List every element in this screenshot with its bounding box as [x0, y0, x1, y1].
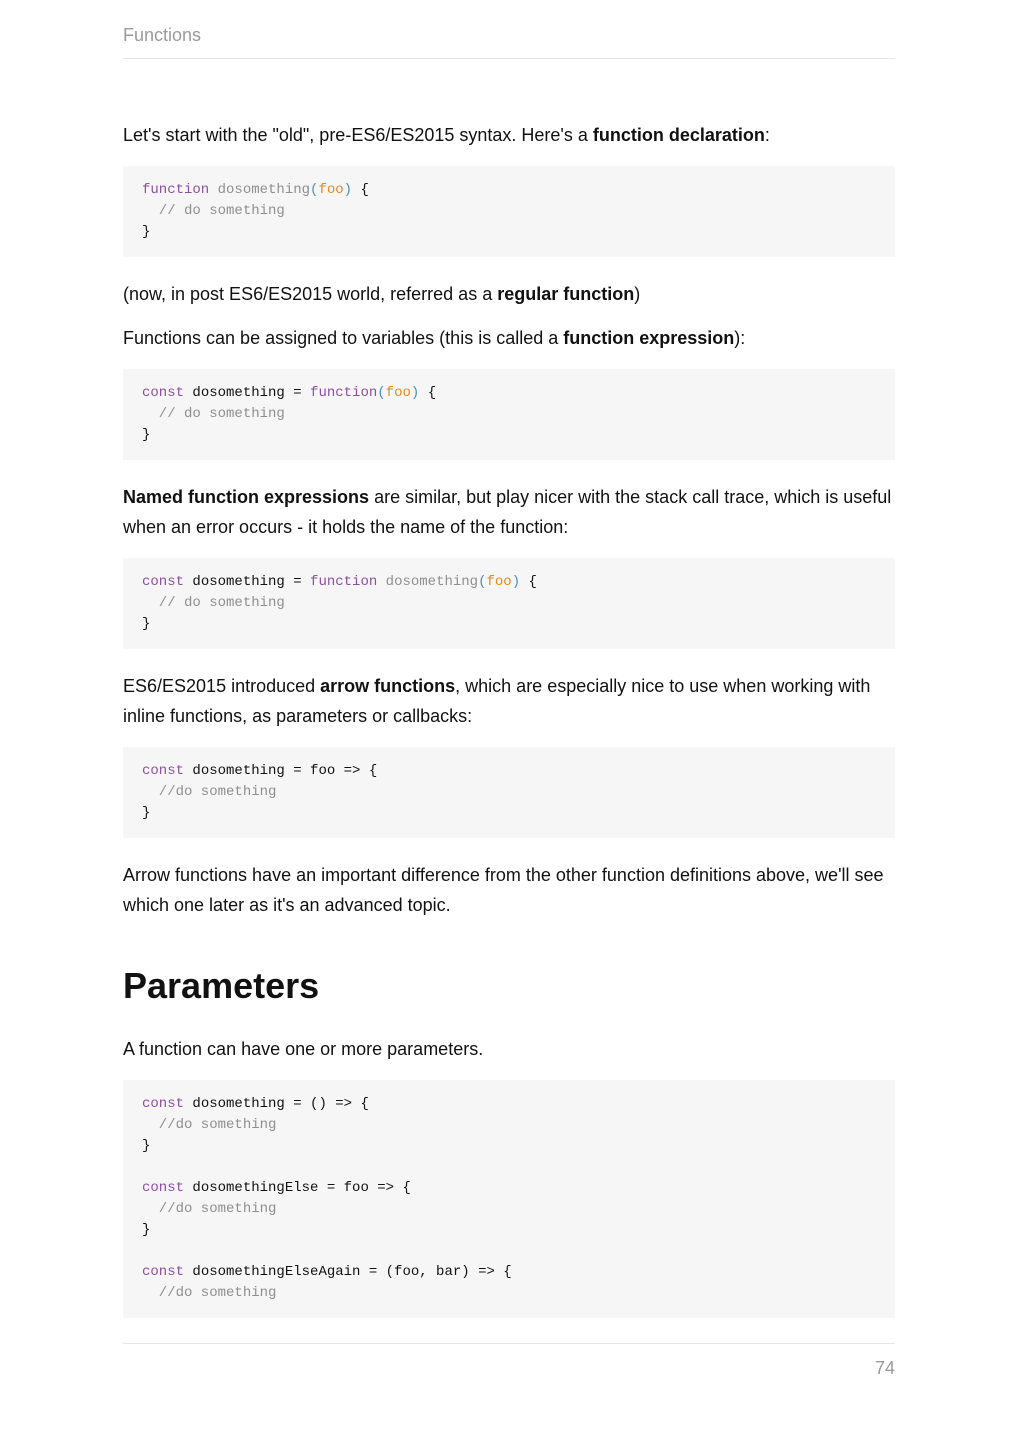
chapter-title: Functions — [123, 25, 202, 45]
code-block-named-function-expression: const dosomething = function dosomething(foo) { // do something } — [123, 558, 895, 649]
code-block-function-declaration: function dosomething(foo) { // do something } — [123, 166, 895, 257]
running-header — [123, 24, 895, 59]
paragraph-arrow-functions: ES6/ES2015 introduced arrow functions, which are especially nice to use when working with inline functions, as parameters or callbacks: — [123, 676, 871, 726]
code-block-arrow-function: const dosomething = foo => { //do something } — [123, 747, 895, 838]
section-heading-parameters: Parameters — [123, 965, 320, 1006]
page-footer — [123, 1343, 895, 1378]
paragraph-parameters-intro: A function can have one or more parameters. — [123, 1039, 484, 1059]
code-block-function-expression: const dosomething = function(foo) { // do something } — [123, 369, 895, 460]
page-number: 74 — [874, 1358, 895, 1378]
paragraph-named-function-expressions: Named function expressions are similar, but play nicer with the stack call trace, which is useful when an error occurs - it holds the name of the function: — [123, 487, 892, 537]
paragraph-function-expression: Functions can be assigned to variables (this is called a function expression): — [123, 328, 746, 348]
paragraph-regular-function: (now, in post ES6/ES2015 world, referred as a regular function) — [123, 284, 641, 304]
code-block-parameters: const dosomething = () => { //do something } const dosomethingElse = foo => { //do something } const dosomethingElseAgain = (foo, bar) => { //do something — [123, 1080, 895, 1318]
paragraph-arrow-difference: Arrow functions have an important difference from the other function definitions above, we'll see which one later as it's an advanced topic. — [123, 865, 884, 915]
paragraph-intro: Let's start with the "old", pre-ES6/ES2015 syntax. Here's a function declaration: — [123, 125, 770, 145]
page-content — [123, 120, 895, 1318]
